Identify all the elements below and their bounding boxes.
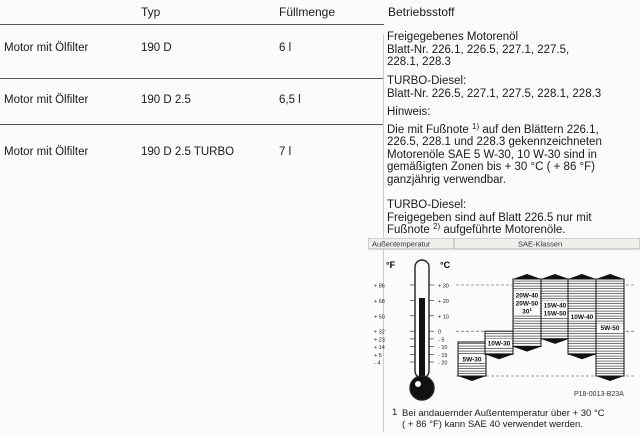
sae-bar-arrow	[596, 274, 624, 279]
hinweis-line3: Motorenöle SAE 5 W-30, 10 W-30 sind in	[387, 148, 597, 161]
header-rule	[0, 24, 384, 25]
row2-typ: 190 D 2.5	[141, 94, 191, 106]
sae-bar-label: 20W-40	[515, 292, 539, 300]
hinweis-title: Hinweis:	[387, 106, 431, 118]
tick-c-label: - 5	[438, 337, 445, 344]
row1-typ: 190 D	[141, 42, 172, 54]
sae-bar-label: 15W-40	[543, 302, 567, 310]
sae-bar-label: 5W-30	[462, 356, 482, 364]
tick-f-label: + 14	[374, 345, 385, 352]
turbo-note-title: TURBO-Diesel:	[387, 199, 467, 211]
turbo-spec-list: Blatt-Nr. 226.5, 227.1, 227.5, 228.1, 228.3	[387, 87, 602, 100]
sae-bar-label: 5W-50	[600, 325, 620, 332]
tick-f-label: + 86	[374, 283, 385, 290]
footnote-line2: ( + 86 °F) kann SAE 40 verwendet werden.	[402, 419, 583, 430]
tick-f-label: + 23	[374, 337, 385, 344]
sae-bar-arrow	[541, 339, 569, 344]
footnote-line1: Bei andauernder Außentemperatur über + 30 °C	[402, 408, 605, 419]
oil-spec-block	[387, 31, 637, 69]
turbo-note-line2a: Fußnote	[387, 224, 430, 236]
chart-header-right: SAE-Klassen	[518, 239, 563, 249]
hinweis-line1b: auf den Blättern 226.1,	[482, 123, 599, 136]
header-fuellmenge: Füllmenge	[279, 5, 336, 19]
hinweis-line1	[387, 121, 637, 137]
row3-label: Motor mit Ölfilter	[4, 146, 89, 158]
hinweis-line4: gemäßigten Zonen bis + 30 °C ( + 86 °F)	[387, 161, 595, 173]
oil-spec-line3: 228.1, 228.3	[387, 56, 451, 68]
chart-code: P18-0013-B23A	[574, 391, 624, 398]
row1-label: Motor mit Ölfilter	[4, 42, 89, 54]
sae-bar-label: 20W-50	[515, 300, 539, 308]
hinweis-line1a: Die mit Fußnote	[387, 123, 469, 136]
turbo-note-block	[387, 199, 637, 237]
turbo-spec-block	[387, 75, 637, 100]
footnote-ref-2: 2)	[433, 222, 441, 231]
sae-bar-arrow	[568, 354, 596, 359]
header-typ: Typ	[141, 5, 161, 19]
ticks-celsius	[429, 284, 449, 367]
turbo-note-line2b: aufgeführte Motorenöle.	[443, 224, 566, 236]
thermometer-mercury	[419, 298, 425, 382]
thermometer-bulb	[410, 376, 434, 400]
row1-menge: 6 l	[279, 42, 292, 54]
tick-f-label: + 68	[374, 298, 385, 305]
tick-f-label: + 5	[374, 352, 382, 359]
hinweis-block	[387, 106, 637, 186]
chart-header-left: Außentemperatur	[372, 239, 431, 249]
tick-c-label: + 30	[438, 283, 449, 290]
sae-bar-arrow	[541, 274, 569, 279]
footnote-mark: 1	[392, 407, 398, 418]
tick-c-label: - 15	[438, 352, 448, 359]
sae-bars	[458, 274, 624, 381]
tick-f-label: - 4	[374, 360, 381, 367]
sae-bar-arrow	[568, 274, 596, 279]
sae-bar-arrow	[458, 376, 486, 381]
ticks-fahrenheit	[374, 284, 415, 367]
sae-bar-label: $30^1$	[522, 306, 532, 316]
footnote-ref-1: 1)	[472, 121, 480, 131]
tick-c-label: 0	[438, 329, 442, 336]
tick-c-label: + 20	[438, 298, 449, 305]
tick-c-label: - 20	[438, 360, 448, 367]
sae-bar-arrow	[485, 354, 513, 359]
row-divider-2	[0, 124, 384, 125]
row-divider-1	[0, 78, 384, 79]
unit-c: °C	[440, 260, 451, 270]
oil-spec-line2: Blatt-Nr. 226.1, 226.5, 227.1, 227.5,	[387, 43, 570, 56]
turbo-note-line1: Freigegeben sind auf Blatt 226.5 nur mit	[387, 211, 592, 224]
oil-spec-line1: Freigegebenes Motorenöl	[387, 31, 519, 43]
hinweis-line2: 226.5, 228.1 und 228.3 gekennzeichneten	[387, 136, 602, 148]
row3-menge: 7 l	[279, 146, 292, 158]
sae-bar-label: 10W-40	[570, 314, 594, 322]
sae-bar-arrow	[513, 274, 541, 279]
turbo-note-line2	[387, 224, 637, 237]
row2-label: Motor mit Ölfilter	[4, 94, 89, 106]
sae-bar-label: 15W-50	[543, 310, 567, 318]
header-betriebsstoff: Betriebsstoff	[388, 5, 455, 19]
tick-c-label: - 10	[438, 345, 448, 352]
row2-menge: 6,5 l	[279, 94, 301, 106]
tick-f-label: + 50	[374, 314, 385, 321]
thermometer-bulb-highlight	[415, 381, 421, 387]
turbo-spec-title: TURBO-Diesel:	[387, 75, 467, 87]
sae-bar-arrow	[596, 376, 624, 381]
row3-typ: 190 D 2.5 TURBO	[141, 146, 235, 158]
tick-f-label: + 32	[374, 329, 385, 336]
hinweis-line5: ganzjährig verwendbar.	[387, 173, 506, 186]
sae-chart	[368, 238, 640, 406]
sae-bar-label: 10W-30	[487, 340, 511, 348]
tick-c-label: + 10	[438, 314, 449, 321]
unit-f: °F	[386, 260, 396, 270]
sae-bar-arrow	[513, 347, 541, 352]
